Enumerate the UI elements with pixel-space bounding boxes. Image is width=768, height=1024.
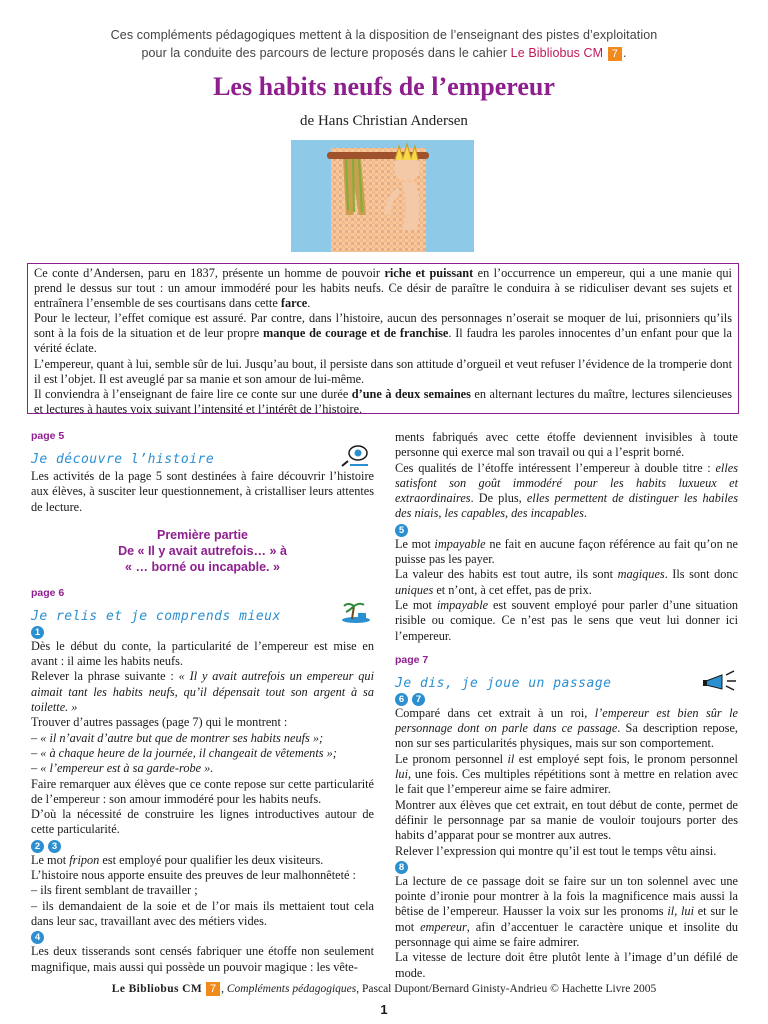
magnifier-eye-icon	[338, 443, 374, 467]
header-note	[0, 26, 768, 62]
intro-paragraph: Il conviendra à l’enseignant de faire lire ce conte sur une durée d’une à deux semaines en alternant lectures du maître, lectures silencieuses et lectures à hautes voix suivant l’intensité et l’intérêt de l’histoire.	[34, 386, 732, 416]
page-ref: page 5	[31, 430, 65, 442]
question-badge: 3	[48, 840, 61, 853]
section-text: – ils firent semblant de travailler ;	[31, 883, 198, 898]
footer-grade-badge: 7	[206, 982, 220, 996]
section-heading	[395, 667, 738, 691]
page-title: Les habits neufs de l’empereur	[213, 72, 555, 101]
header-line-2: pour la conduite des parcours de lecture proposés dans le cahier Le Bibliobus CM 7 .	[141, 46, 627, 60]
author-line: de Hans Christian Andersen	[300, 113, 468, 129]
grade-badge: 7	[608, 47, 622, 61]
section-text: – ils demandaient de la soie et de l’or mais ils mettaient tout cela dans leur sac, travaillant avec des métiers vides.	[31, 898, 374, 928]
question-badges	[395, 524, 738, 537]
intro-paragraph: Ce conte d’Andersen, paru en 1837, présente un homme de pouvoir riche et puissant en l’occurrence un empereur, qui a une manie qui prend le dessus sur tout : un amour immodéré pour les habits neufs. Ce désir de paraître le conduira à se ridiculiser devant ses sujets et entraînera l’ensemble de ses courtisans dans cette farce.	[34, 266, 732, 311]
section-text: Comparé dans cet extrait à un roi, l’empereur est bien sûr le personnage dont on parle dans ce passage. Sa description repose, non sur ses particularités physiques, mais sur son comportement.	[395, 705, 738, 751]
footer-brand: Le Bibliobus CM	[111, 983, 203, 995]
footer-subtitle: Compléments pédagogiques	[226, 983, 357, 995]
page-ref: page 7	[395, 653, 429, 666]
section-heading	[31, 600, 374, 624]
intro-paragraph: L’empereur, quant à lui, semble sûr de lui. Jusqu’au bout, il persiste dans son attitude d’orgueil et veut refuser l’évidence de la tromperie dont il est l’objet. Il est aveuglé par sa manie et son amour de lui-même.	[34, 356, 732, 386]
section-text: Faire remarquer aux élèves que ce conte repose sur cette particularité de l’empereur : son amour immodéré pour les habits neufs.	[31, 776, 374, 806]
question-badge: 7	[412, 693, 425, 706]
section-text: Le pronom personnel il est employé sept fois, le pronom personnel lui, une fois. Ces multiples répétitions sont à mettre en relation avec le fait que l’empereur aime se faire admirer.	[395, 751, 738, 797]
section-text: Relever la phrase suivante : « Il y avait autrefois un empereur qui aimait tant les habits neufs, qu’il dépensait tout son argent à sa toilette. »	[31, 669, 374, 715]
section-text: ments fabriqués avec cette étoffe deviennent invisibles à toute personne qui exerce mal son travail ou qui a l’esprit borné.	[395, 430, 738, 460]
question-badges	[31, 626, 374, 639]
island-reader-icon	[338, 600, 374, 624]
question-badge: 2	[31, 840, 44, 853]
section-title: Je découvre l’histoire	[31, 451, 215, 467]
page-number: 1	[380, 1002, 388, 1017]
section-text: Relever l’expression qui montre qu’il est tout le temps vêtu ainsi.	[395, 843, 717, 858]
question-badge: 1	[31, 626, 44, 639]
section-text: Les deux tisserands sont censés fabriquer une étoffe non seulement magnifique, mais aussi qui possède un pouvoir magique : les vête-	[31, 944, 374, 974]
section-text: La valeur des habits est tout autre, ils sont magiques. Ils sont donc uniques et n’ont, à cet effet, pas de prix.	[395, 567, 738, 597]
header-line-1: Ces compléments pédagogiques mettent à la disposition de l’enseignant des pistes d’exploitation	[110, 28, 658, 42]
section-title: Je dis, je joue un passage	[395, 675, 612, 691]
section-text: L’histoire nous apporte ensuite des preuves de leur malhonnêteté :	[31, 868, 356, 883]
page-ref: page 6	[31, 586, 65, 599]
megaphone-icon	[702, 667, 738, 691]
section-text: Le mot impayable ne fait en aucune façon référence au fait qu’on ne puisse pas les payer.	[395, 536, 738, 567]
footer-credits: , Pascal Dupont/Bernard Ginisty-Andrieu © Hachette Livre 2005	[356, 983, 657, 995]
section-text: Le mot fripon est employé pour qualifier les deux visiteurs.	[31, 852, 324, 867]
question-badge: 4	[31, 931, 44, 944]
emperor-illustration	[291, 140, 474, 252]
section-text: D’où la nécessité de construire les lignes introductives autour de cette particularité.	[31, 807, 374, 837]
question-badge: 6	[395, 693, 408, 706]
question-badges	[395, 861, 738, 874]
right-column	[395, 430, 738, 981]
cover-art-icon	[291, 140, 474, 252]
section-text: La lecture de ce passage doit se faire sur un ton solennel avec une pointe d’ironie pour montrer à la fois la magnificence mais aussi la bêtise de l’empereur. Hausser la voix sur les pronoms il, lui et sur le mot empereur, afin d’accentuer le caractère unique et insolite du personnage qui aime se faire admirer.	[395, 873, 738, 950]
left-column	[31, 430, 374, 975]
part-title: Première partie De « Il y avait autrefois… » à « … borné ou incapable. »	[118, 527, 287, 574]
question-badges	[31, 840, 374, 853]
section-title: Je relis et je comprends mieux	[31, 608, 281, 624]
section-text: La vitesse de lecture doit être plutôt lente à l’image d’un défilé de mode.	[395, 950, 738, 980]
quote-line: – « l’empereur est à sa garde-robe ».	[31, 761, 214, 776]
section-text: Ces qualités de l’étoffe intéressent l’empereur à double titre : elles satisfont son goût immodéré pour les habits luxueux et extraordinaires. De plus, elles permettent de distinguer les habiles des niais, les capables, des incapables.	[395, 460, 738, 521]
question-badges	[395, 693, 738, 706]
quote-line: – « il n’avait d’autre but que de montrer ses habits neufs »;	[31, 730, 324, 745]
section-text: Dès le début du conte, la particularité de l’empereur est mise en avant : il aime les habits neufs.	[31, 638, 374, 669]
brand-name: Le Bibliobus CM	[510, 46, 604, 60]
quote-line: – « à chaque heure de la journée, il changeait de vêtements »;	[31, 745, 337, 760]
question-badges	[31, 931, 374, 944]
question-badge: 8	[395, 861, 408, 874]
section-text: Le mot impayable est souvent employé pour parler d’une situation risible ou comique. Ce n’est pas le sens que veut lui donner ici l’empereur.	[395, 597, 738, 643]
section-text: Montrer aux élèves que cet extrait, en tout début de conte, permet de définir le personnage par sa manie de vouloir toujours porter des habits d’apparat pour se montrer aux autres.	[395, 797, 738, 843]
question-badge: 5	[395, 524, 408, 537]
section-text: Trouver d’autres passages (page 7) qui le montrent :	[31, 715, 288, 730]
footer: Le Bibliobus CM 7 , Compléments pédagogiques, Pascal Dupont/Bernard Ginisty-Andrieu © Hachette Livre 2005	[111, 983, 657, 995]
section-heading	[31, 443, 374, 467]
section-text: Les activités de la page 5 sont destinées à faire découvrir l’histoire aux élèves, à susciter leur questionnement, à cristalliser leurs attentes de lecture.	[31, 469, 374, 514]
intro-paragraph: Pour le lecteur, l’effet comique est assuré. Par contre, dans l’histoire, aucun des personnages n’oserait se moquer de lui, prisonniers qu’ils sont à la fois de la situation et de leur propre manque de courage et de franchise. Il faudra les paroles innocentes d’un enfant pour que la vérité éclate.	[34, 311, 732, 356]
intro-box	[27, 263, 739, 414]
